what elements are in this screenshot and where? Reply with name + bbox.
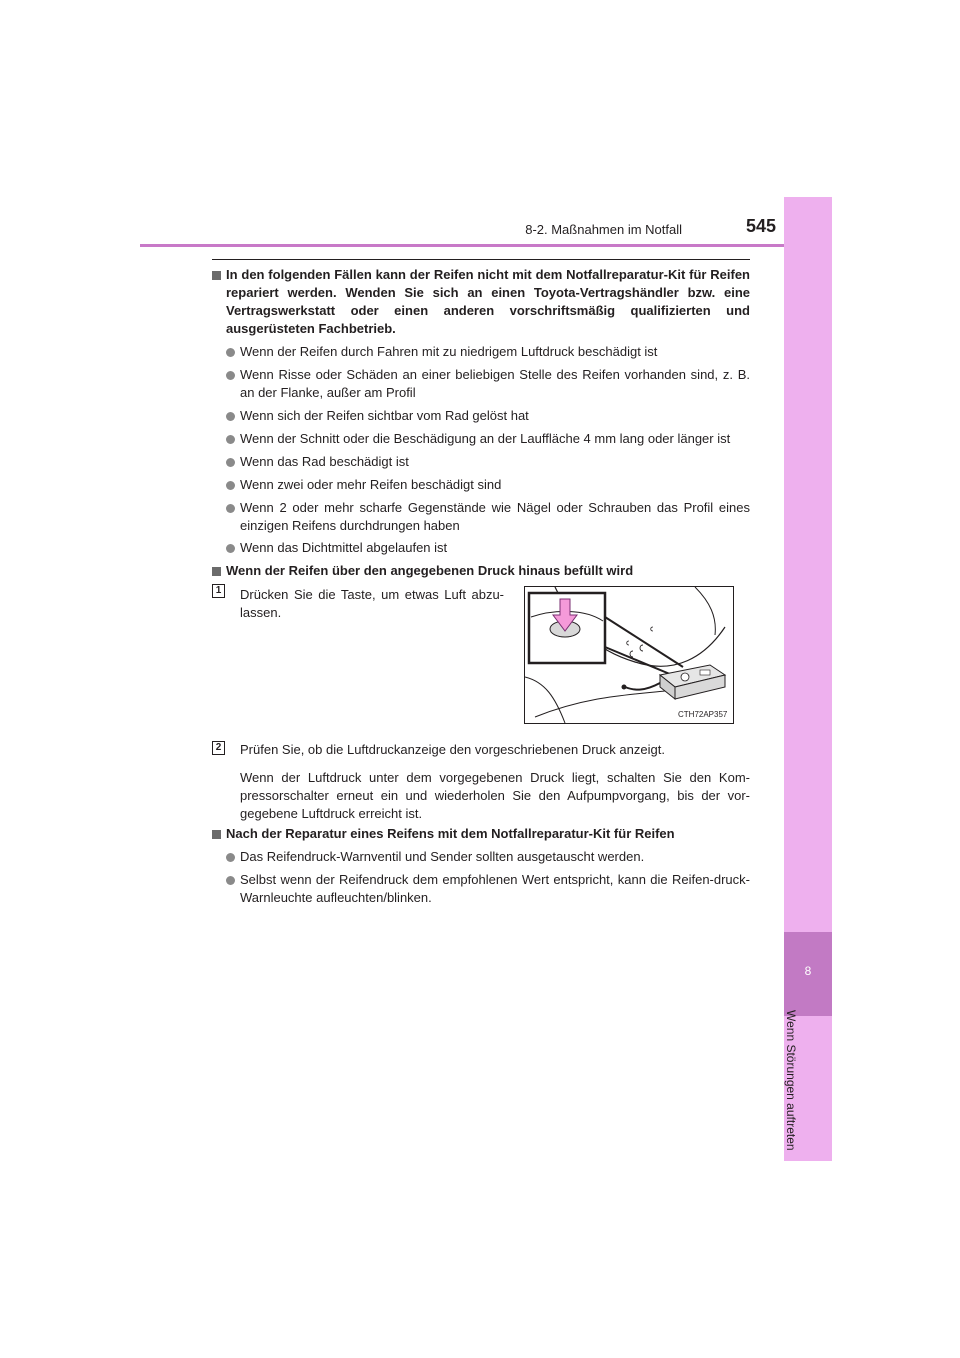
list-item: Wenn das Dichtmittel abgelaufen ist xyxy=(240,540,448,555)
list-item: Wenn Risse oder Schäden an einer beliebigen Stelle des Reifen vorhanden sind, z. B. an der Flanke, außer am Profil xyxy=(240,367,750,400)
square-bullet-icon xyxy=(212,567,221,576)
chapter-number: 8 xyxy=(804,964,812,978)
list-item: Wenn der Reifen durch Fahren mit zu niedrigem Luftdruck beschädigt ist xyxy=(240,344,658,359)
round-bullet-icon xyxy=(226,504,235,513)
square-bullet-icon xyxy=(212,271,221,280)
compressor-illustration xyxy=(524,586,734,724)
list-item: Wenn 2 oder mehr scharfe Gegenstände wie Nägel oder Schrauben das Profil eines einzigen Reifens durchdrungen haben xyxy=(240,500,750,533)
round-bullet-icon xyxy=(226,348,235,357)
round-bullet-icon xyxy=(226,435,235,444)
round-bullet-icon xyxy=(226,853,235,862)
step1-text: Drücken Sie die Taste, um etwas Luft abzu-lassen. xyxy=(240,587,504,620)
list-item: Das Reifendruck-Warnventil und Sender sollten ausgetauscht werden. xyxy=(240,849,645,864)
compressor-drawing xyxy=(525,587,733,723)
round-bullet-icon xyxy=(226,458,235,467)
block2-heading: Wenn der Reifen über den angegebenen Druck hinaus befüllt wird xyxy=(226,563,634,578)
square-bullet-icon xyxy=(212,830,221,839)
round-bullet-icon xyxy=(226,481,235,490)
round-bullet-icon xyxy=(226,371,235,380)
section-title: 8-2. Maßnahmen im Notfall xyxy=(525,222,682,237)
header-divider xyxy=(140,244,832,247)
chapter-title: Wenn Störungen auftreten xyxy=(784,1010,798,1151)
list-item: Wenn das Rad beschädigt ist xyxy=(240,454,409,469)
figure-code: CTH72AP357 xyxy=(678,710,728,719)
list-item: Wenn zwei oder mehr Reifen beschädigt sind xyxy=(240,477,502,492)
round-bullet-icon xyxy=(226,544,235,553)
block1-heading: In den folgenden Fällen kann der Reifen nicht mit dem Notfallreparatur-Kit für Reifen repariert werden. Wenden Sie sich an einen Toyota-Vertragshändler bzw. eine Vertragswerkstatt oder einen anderen vorschriftsmäßig qualifizierten und ausgerüsteten Fachbetrieb. xyxy=(226,267,750,336)
list-item: Wenn sich der Reifen sichtbar vom Rad gelöst hat xyxy=(240,408,529,423)
content-rule xyxy=(212,259,750,260)
step-number-1: 1 xyxy=(212,584,225,598)
round-bullet-icon xyxy=(226,412,235,421)
block3-heading: Nach der Reparatur eines Reifens mit dem Notfallreparatur-Kit für Reifen xyxy=(226,826,675,841)
step2-text: Prüfen Sie, ob die Luftdruckanzeige den vorgeschriebenen Druck anzeigt. xyxy=(240,742,665,757)
page-number: 545 xyxy=(745,216,776,236)
list-item: Selbst wenn der Reifendruck dem empfohlenen Wert entspricht, kann die Reifen-druck-Warnleuchte aufleuchten/blinken. xyxy=(240,872,750,905)
step-number-2: 2 xyxy=(212,741,225,755)
round-bullet-icon xyxy=(226,876,235,885)
step2-note: Wenn der Luftdruck unter dem vorgegebenen Druck liegt, schalten Sie den Kom-pressorschalter erneut ein und wiederholen Sie den Aufpumpvorgang, bis der vor-gegebene Luftdruck erreicht ist. xyxy=(240,770,750,821)
list-item: Wenn der Schnitt oder die Beschädigung an der Lauffläche 4 mm lang oder länger ist xyxy=(240,431,731,446)
